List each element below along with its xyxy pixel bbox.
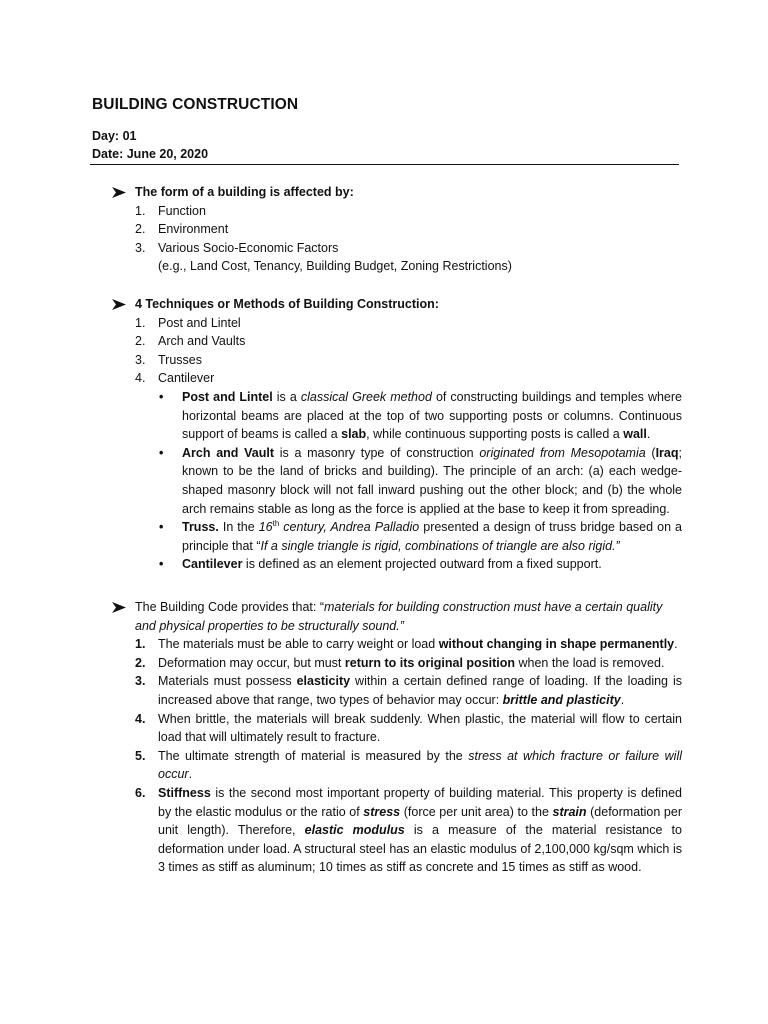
header-divider: [90, 164, 679, 165]
arrow-bullet-icon: [112, 602, 126, 613]
list-item: 2. Environment: [135, 222, 229, 237]
list-item: 6. Stiffness is the second most important property of building material. This property is defined by the elastic modulus or the ratio of stress (force per unit area) to the strain (deformation per unit length). Therefore, elastic modulus is a measure of the material resistance to deformation under load. A structural steel has an elastic modulus of 2,100,000 kg/sqm which is 3 times as stiff as aluminum; 10 times as stiff as concrete and 15 times as stiff as wood.: [135, 785, 682, 875]
detail-truss: • Truss. In the 16th century, Andrea Palladio presented a design of truss bridge based on a principle that “If a single triangle is rigid, combinations of triangle are also rigid.”: [159, 518, 682, 553]
detail-arch-and-vault: • Arch and Vault is a masonry type of construction originated from Mesopotamia (Iraq; known to be the land of bricks and building). The principle of an arch: (a) each wedge-shaped masonry block will not fall inward pushing out the other block; and (b) the whole arch remains stable as long as the force is applied at the base to keep it from spreading.: [159, 445, 682, 516]
section-heading: The Building Code provides that: “materials for building construction must have a certain quality and physical properties to be structurally sound.”: [135, 600, 663, 633]
section-construction-techniques: [92, 295, 682, 574]
list-item-note: (e.g., Land Cost, Tenancy, Building Budget, Zoning Restrictions): [158, 259, 512, 274]
section-heading: The form of a building is affected by:: [135, 185, 354, 199]
document-title: BUILDING CONSTRUCTION: [92, 96, 299, 113]
detail-cantilever: • Cantilever is defined as an element projected outward from a fixed support.: [159, 557, 602, 572]
list-item: 3. Trusses: [135, 352, 202, 367]
list-item: 3. Materials must possess elasticity within a certain defined range of loading. If the loading is increased above that range, two types of behavior may occur: brittle and plasticity.: [135, 674, 682, 707]
section-form-of-building: [92, 183, 682, 276]
detail-post-and-lintel: • Post and Lintel is a classical Greek method of constructing buildings and temples where horizontal beams are placed at the top of two supporting posts or columns. Continuous support of beams is called a slab, while continuous supporting posts is called a wall.: [159, 389, 682, 442]
list-item: 4. When brittle, the materials will break suddenly. When plastic, the material will flow to certain load that will ultimately result to fracture.: [135, 711, 682, 745]
building-code-list: [92, 635, 682, 877]
form-factors-list: [92, 202, 682, 276]
list-item: 5. The ultimate strength of material is measured by the stress at which fracture or failure will occur.: [135, 748, 682, 782]
list-item: 1. Function: [135, 203, 206, 218]
techniques-details: [92, 388, 682, 574]
section-building-code: [92, 598, 682, 877]
day-label: Day: 01: [92, 129, 137, 143]
section-heading: 4 Techniques or Methods of Building Construction:: [135, 297, 439, 311]
date-label: Date: June 20, 2020: [92, 147, 209, 161]
list-item: 4. Cantilever: [135, 371, 215, 386]
list-item: 1. The materials must be able to carry weight or load without changing in shape permanently.: [135, 637, 678, 652]
arrow-bullet-icon: [112, 187, 126, 198]
techniques-list: [92, 314, 682, 388]
list-item: 2. Arch and Vaults: [135, 334, 246, 349]
arrow-bullet-icon: [112, 299, 126, 310]
list-item: 3. Various Socio-Economic Factors (e.g., Land Cost, Tenancy, Building Budget, Zoning Restrictions): [135, 240, 512, 274]
list-item: 1. Post and Lintel: [135, 315, 241, 330]
list-item: 2. Deformation may occur, but must return to its original position when the load is removed.: [135, 655, 665, 670]
